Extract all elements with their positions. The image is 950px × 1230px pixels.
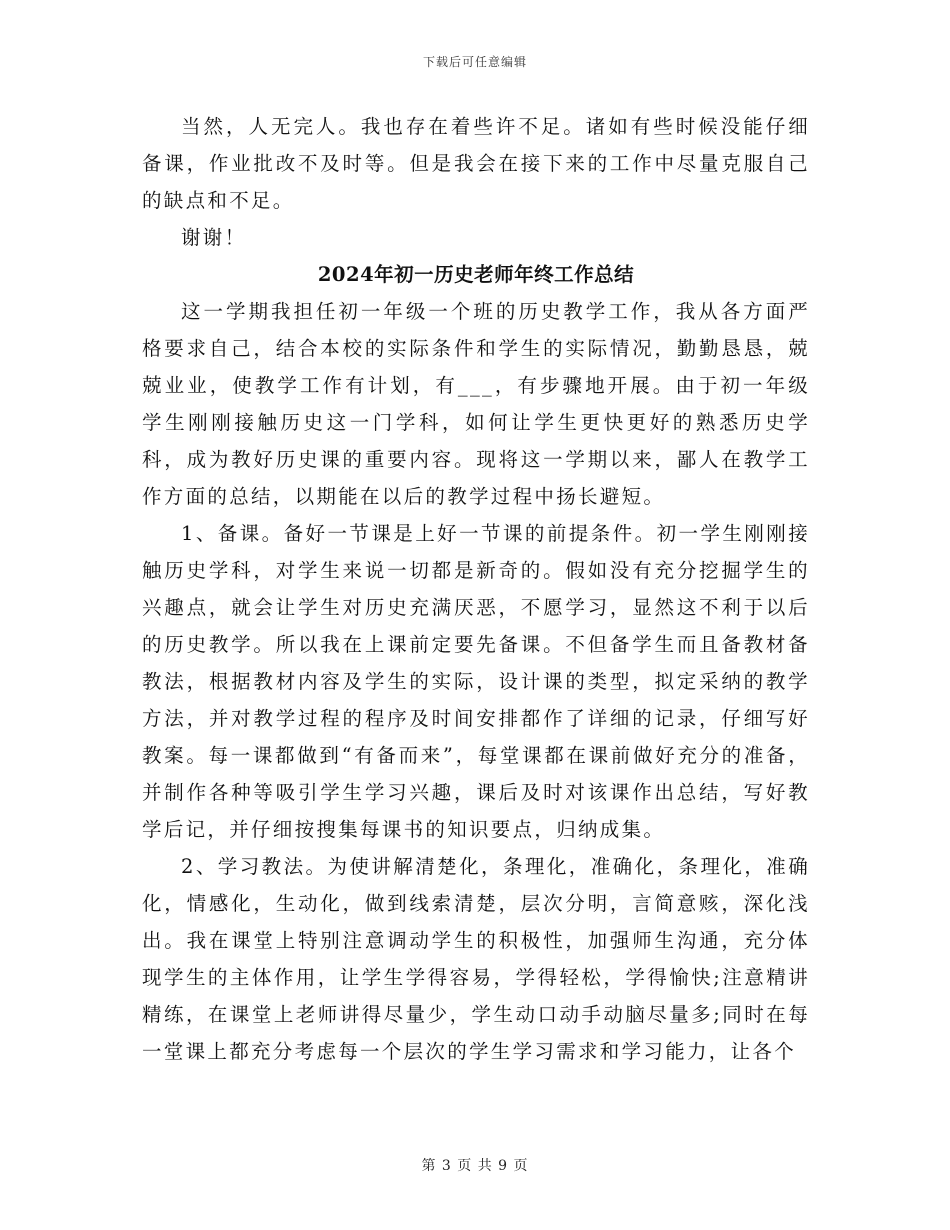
- page-header: 下载后可任意编辑: [422, 55, 527, 69]
- paragraph-teaching-methods: 2、学习教法。为使讲解清楚化，条理化，准确化，条理化，准确化，情感化，生动化，做到线索清楚，层次分明，言简意赅，深化浅出。我在课堂上特别注意调动学生的积极性，加强师生沟通，充分体现学生的主体作用，让学生学得容易，学得轻松，学得愉快;注意精讲精练，在课堂上老师讲得尽量少，学生动口动手动脑尽量多;同时在每一堂课上都充分考虑每一个层次的学生学习需求和学习能力，让各个: [142, 855, 810, 1063]
- paragraph-lesson-prep: 1、备课。备好一节课是上好一节课的前提条件。初一学生刚刚接触历史学科，对学生来说一切都是新奇的。假如没有充分挖掘学生的兴趣点，就会让学生对历史充满厌恶，不愿学习，显然这不利于以后的历史教学。所以我在上课前定要先备课。不但备学生而且备教材备教法，根据教材内容及学生的实际，设计课的类型，拟定采纳的教学方法，并对教学过程的程序及时间安排都作了详细的记录，仔细写好教案。每一课都做到“有备而来”，每堂课都在课前做好充分的准备，并制作各种等吸引学生学习兴趣，课后及时对该课作出总结，写好教学后记，并仔细按搜集每课书的知识要点，归纳成集。: [142, 522, 810, 841]
- paragraph-overview: 这一学期我担任初一年级一个班的历史教学工作，我从各方面严格要求自己，结合本校的实际条件和学生的实际情况，勤勤恳恳，兢兢业业，使教学工作有计划，有___，有步骤地开展。由于初一年级学生刚刚接触历史这一门学科，如何让学生更快更好的熟悉历史学科，成为教好历史课的重要内容。现将这一学期以来，鄙人在教学工作方面的总结，以期能在以后的教学过程中扬长避短。: [142, 300, 810, 508]
- intro-paragraph: 当然，人无完人。我也存在着些许不足。诸如有些时候没能仔细备课，作业批改不及时等。但是我会在接下来的工作中尽量克服自己的缺点和不足。: [142, 115, 810, 212]
- document-body: [142, 108, 810, 1070]
- page-number-footer: 第 3 页 共 9 页: [421, 1158, 529, 1174]
- document-title: 2024年初一历史老师年终工作总结: [317, 263, 635, 286]
- thanks-line: 谢谢！: [181, 226, 247, 249]
